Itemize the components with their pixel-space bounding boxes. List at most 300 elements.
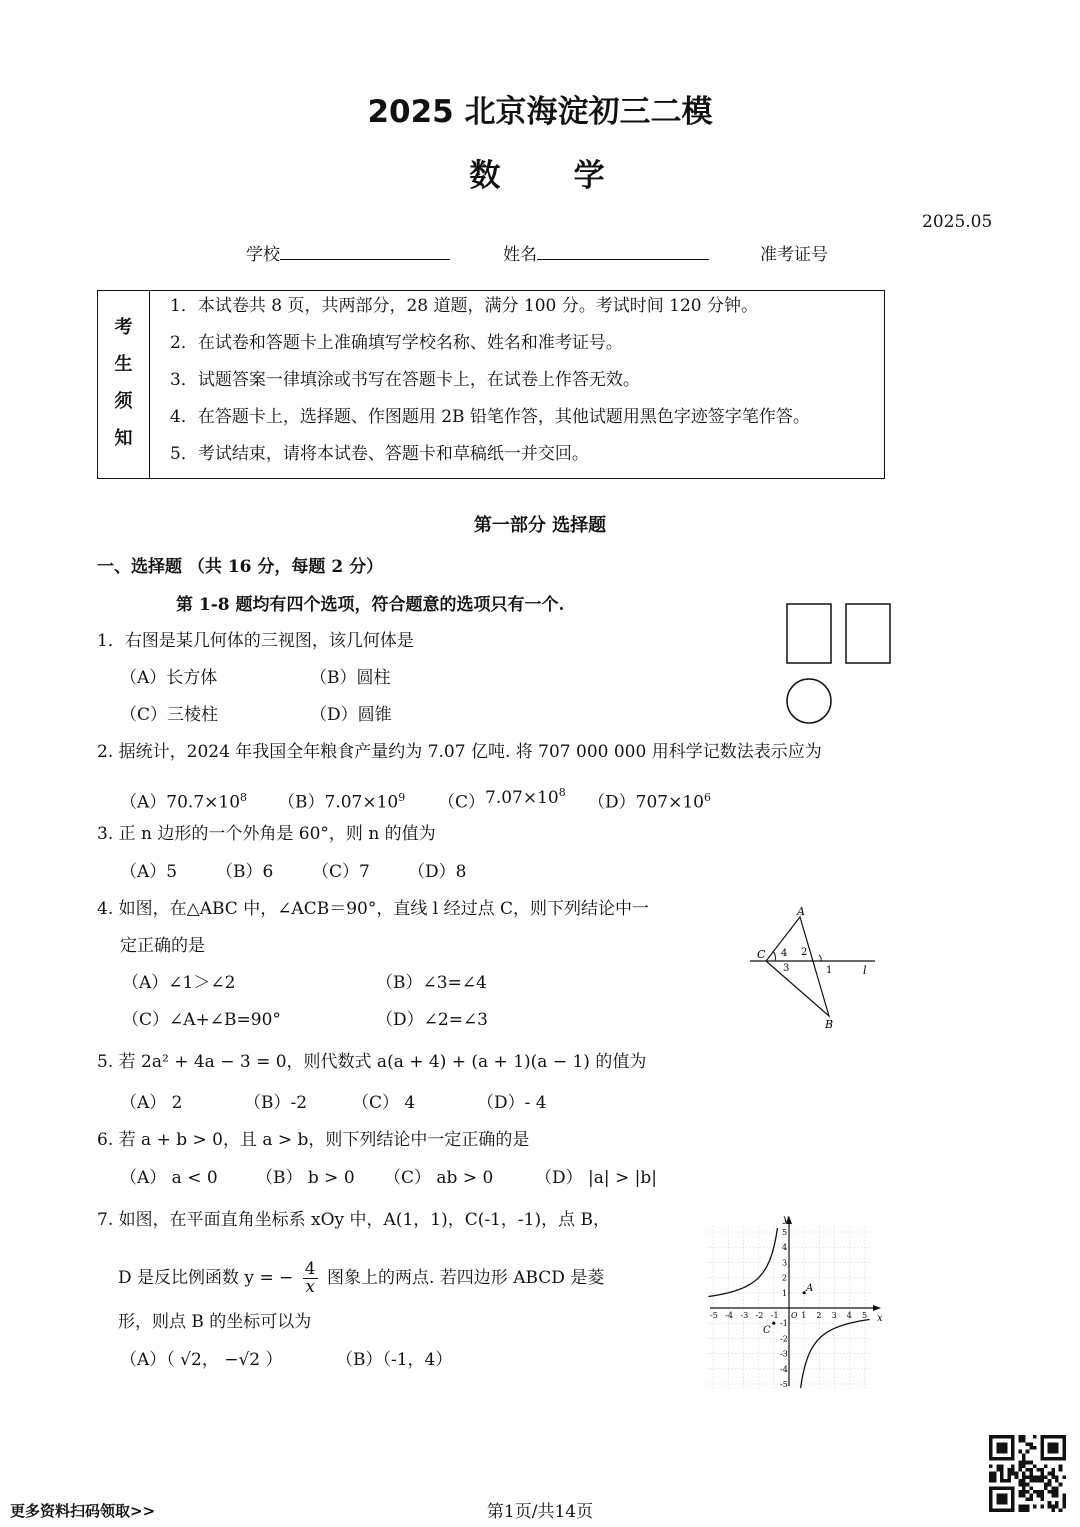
q2-c-label: （C） [438,792,486,813]
qr-module [1026,1508,1030,1512]
notice-head-char: 须 [114,391,133,412]
school-field[interactable] [246,245,450,265]
notice-item: 5．考试结束，请将本试卷、答题卡和草稿纸一并交回。 [170,444,589,464]
qr-module [1022,1490,1026,1494]
qr-module [1011,1494,1015,1498]
y-tick-label: 4 [782,1243,788,1253]
qr-module [1062,1497,1066,1501]
qr-module [1007,1475,1011,1479]
qr-module [1026,1461,1030,1465]
qr-module [1044,1464,1048,1468]
qr-module [996,1501,1000,1505]
x-tick-label: 2 [816,1311,822,1320]
qr-module [989,1446,993,1450]
qr-module [1055,1505,1059,1509]
qr-module [1011,1508,1015,1512]
section-heading: 一、选择题 （共 16 分，每题 2 分） [97,557,384,577]
qr-module [1022,1494,1026,1498]
qr-module [1037,1475,1041,1479]
q2-stem: 2. 据统计，2024 年我国全年粮食产量约为 7.07 亿吨. 将 707 000 000 用科学记数法表示应为 [97,742,822,762]
q2-option-a[interactable] [120,788,247,813]
y-tick-label: -2 [780,1334,788,1344]
qr-module [1022,1508,1026,1512]
qr-module [1048,1435,1052,1439]
page-number: 第1页/共14页 [486,1502,594,1522]
qr-module [1040,1468,1044,1472]
qr-module [1059,1483,1063,1487]
qr-module [989,1435,993,1439]
q3-option-d[interactable]: （D）8 [408,862,467,882]
qr-module [993,1508,997,1512]
qr-module [1011,1501,1015,1505]
qr-module [1011,1453,1015,1457]
qr-module [1051,1468,1055,1472]
qr-module [989,1475,993,1479]
qr-module [1000,1450,1004,1454]
qr-module [989,1490,993,1494]
qr-module [993,1435,997,1439]
qr-module [1051,1508,1055,1512]
qr-module [989,1442,993,1446]
name-field[interactable] [503,245,709,265]
qr-module [1026,1450,1030,1454]
q2-d-value: 707×10 [635,792,704,813]
qr-module [993,1475,997,1479]
qr-module [1033,1464,1037,1468]
qr-module [1029,1486,1033,1490]
qr-module [1000,1435,1004,1439]
qr-module [1062,1457,1066,1461]
qr-module [1026,1475,1030,1479]
x-tick-label: 4 [846,1311,852,1320]
qr-module [1022,1453,1026,1457]
q7-stem-cont [118,1261,604,1296]
x-tick-label: -1 [770,1311,779,1320]
qr-module [1018,1483,1022,1487]
qr-module [1004,1435,1008,1439]
qr-module [1051,1475,1055,1479]
qr-module [1051,1457,1055,1461]
qr-module [1018,1490,1022,1494]
qr-module [993,1457,997,1461]
qr-module [1051,1486,1055,1490]
q4-option-a[interactable]: （A）∠1＞∠2 [122,973,236,993]
qr-module [1055,1442,1059,1446]
notice-item: 1．本试卷共 8 页，共两部分，28 道题，满分 100 分。考试时间 120 分钟。 [170,296,758,316]
qr-module [1044,1475,1048,1479]
three-views-figure [780,598,895,728]
q6-option-c[interactable]: （C） ab > 0 [384,1168,494,1188]
qr-module [1018,1461,1022,1465]
qr-module [1062,1439,1066,1443]
qr-module [1022,1472,1026,1476]
qr-module [1062,1505,1066,1509]
q4-option-c[interactable]: （C）∠A+∠B=90° [122,1010,281,1030]
y-tick-label: -5 [780,1380,788,1389]
name-blank[interactable] [537,259,709,260]
notice-box [97,290,885,479]
part-title: 第一部分 选择题 [473,515,607,536]
qr-module [1037,1479,1041,1483]
qr-module [1048,1442,1052,1446]
triangle-figure [745,900,880,1030]
qr-module [1022,1457,1026,1461]
qr-module [1004,1501,1008,1505]
qr-module [996,1468,1000,1472]
qr-module [1040,1494,1044,1498]
qr-module [1062,1494,1066,1498]
qr-module [1044,1457,1048,1461]
qr-module [1018,1450,1022,1454]
qr-module [1055,1501,1059,1505]
qr-module [1018,1479,1022,1483]
qr-module [1011,1450,1015,1454]
triangle-abc [766,917,829,1016]
qr-module [1022,1435,1026,1439]
qr-code-icon[interactable] [989,1435,1066,1512]
y-axis-label: y [783,1214,789,1225]
q4-option-d[interactable]: （D）∠2=∠3 [376,1010,488,1030]
qr-module [996,1457,1000,1461]
qr-module [1011,1435,1015,1439]
qr-module [1004,1497,1008,1501]
hyperbola-branch-right [801,1319,870,1388]
angle-1-label: 1 [826,965,833,976]
qr-module [1048,1450,1052,1454]
coordinate-figure [705,1210,885,1390]
qr-module [996,1450,1000,1454]
qr-module [1029,1497,1033,1501]
qr-module [1018,1435,1022,1439]
qr-module [1029,1468,1033,1472]
qr-module [1004,1442,1008,1446]
q7-fraction-denominator: x [305,1277,315,1297]
qr-module [1000,1464,1004,1468]
qr-module [1011,1457,1015,1461]
qr-module [1029,1479,1033,1483]
qr-module [1026,1505,1030,1509]
qr-module [1018,1464,1022,1468]
footer-link[interactable]: 更多资料扫码领取>> [10,1502,156,1520]
q2-b-exponent: 9 [398,791,406,804]
name-label: 姓名 [503,245,537,265]
qr-module [1022,1439,1026,1443]
qr-module [1059,1464,1063,1468]
q3-option-c[interactable]: （C）7 [312,862,370,882]
qr-module [1048,1483,1052,1487]
q6-option-d[interactable]: （D） |a| > |b| [535,1168,658,1188]
qr-module [1004,1450,1008,1454]
angle-arc [773,951,775,961]
y-tick-label: -3 [780,1349,788,1359]
qr-module [989,1497,993,1501]
x-tick-label: 3 [831,1311,837,1320]
qr-module [989,1439,993,1443]
qr-module [1033,1475,1037,1479]
ticket-label: 准考证号 [760,245,828,265]
y-tick-label: 2 [782,1273,788,1283]
q7-option-b[interactable]: （B）（-1，4） [336,1350,453,1370]
qr-module [1062,1450,1066,1454]
q2-b-label: （B） [278,792,325,813]
qr-module [1055,1490,1059,1494]
qr-module [1055,1435,1059,1439]
qr-module [996,1497,1000,1501]
qr-module [1051,1450,1055,1454]
q2-b-value: 7.07×10 [324,792,399,813]
qr-module [1051,1472,1055,1476]
q2-option-b[interactable] [278,788,405,813]
q3-option-b[interactable]: （B）6 [216,862,274,882]
q7-stem: 7. 如图，在平面直角坐标系 xOy 中，A(1，1)，C(-1，-1)，点 B， [97,1210,611,1230]
qr-module [1029,1442,1033,1446]
q6-option-a[interactable]: （A） a < 0 [120,1168,218,1188]
qr-module [1007,1457,1011,1461]
qr-module [1000,1457,1004,1461]
y-tick-label: -4 [780,1364,788,1374]
y-tick-label: -1 [780,1319,788,1329]
qr-module [1044,1483,1048,1487]
q1-option-a[interactable]: （A）长方体 [120,668,218,688]
q4-stem-cont: 定正确的是 [120,936,205,956]
y-tick-label: 3 [782,1258,788,1268]
q5-option-d[interactable]: （D）- 4 [477,1093,547,1113]
qr-module [1048,1472,1052,1476]
q2-a-label: （A） [120,792,167,813]
qr-module [1018,1508,1022,1512]
qr-module [989,1494,993,1498]
q3-stem: 3. 正 n 边形的一个外角是 60°，则 n 的值为 [97,824,436,844]
qr-module [996,1464,1000,1468]
qr-module [996,1494,1000,1498]
qr-module [1029,1461,1033,1465]
qr-module [1022,1461,1026,1465]
qr-module [1040,1472,1044,1476]
notice-head-char: 生 [114,354,133,375]
qr-module [1040,1505,1044,1509]
qr-module [1062,1453,1066,1457]
qr-module [1051,1494,1055,1498]
qr-module [1011,1497,1015,1501]
angle-4-label: 4 [781,948,788,959]
qr-module [1029,1446,1033,1450]
qr-module [1015,1472,1019,1476]
qr-module [1059,1508,1063,1512]
line-l-label: l [863,964,867,977]
qr-module [1040,1497,1044,1501]
q5-option-a[interactable]: （A） 2 [120,1093,183,1113]
qr-module [1029,1494,1033,1498]
qr-module [1007,1435,1011,1439]
qr-module [1055,1446,1059,1450]
q4-option-b[interactable]: （B）∠3=∠4 [376,973,487,993]
qr-module [1037,1468,1041,1472]
school-label: 学校 [246,245,280,265]
qr-module [1033,1479,1037,1483]
q1-option-c[interactable]: （C）三棱柱 [120,705,219,725]
q7-option-a[interactable]: （A）（ √2， −√2 ） [120,1350,283,1370]
qr-module [1011,1472,1015,1476]
q2-a-value: 70.7×10 [166,792,241,813]
point-c-label: C [757,948,766,961]
qr-module [996,1435,1000,1439]
qr-module [1048,1479,1052,1483]
qr-module [1011,1505,1015,1509]
qr-module [1051,1442,1055,1446]
x-tick-label: 5 [862,1311,868,1320]
qr-module [1048,1501,1052,1505]
origin-label: O [791,1311,798,1320]
q5-option-c[interactable]: （C） 4 [352,1093,416,1113]
qr-module [989,1457,993,1461]
notice-head [98,291,150,478]
qr-module [1040,1450,1044,1454]
qr-module [1040,1490,1044,1494]
qr-module [1026,1490,1030,1494]
qr-module [1062,1446,1066,1450]
q7-fraction-numerator: 4 [304,1259,316,1279]
qr-module [1055,1479,1059,1483]
qr-module [1000,1442,1004,1446]
qr-module [1000,1486,1004,1490]
notice-item: 2．在试卷和答题卡上准确填写学校名称、姓名和准考证号。 [170,333,623,353]
qr-module [1011,1468,1015,1472]
top-view-circle [787,679,831,723]
q2-option-c[interactable] [438,788,566,813]
qr-module [1040,1479,1044,1483]
qr-module [1055,1450,1059,1454]
x-tick-label: -3 [740,1311,749,1320]
qr-module [1018,1439,1022,1443]
point-a-label: A [797,905,805,918]
q5-option-b[interactable]: （B）-2 [244,1093,308,1113]
q7-stem-tail: 图象上的两点. 若四边形 ABCD 是菱 [326,1268,605,1288]
q6-option-b[interactable]: （B） b > 0 [256,1168,355,1188]
qr-module [1048,1457,1052,1461]
qr-module [989,1501,993,1505]
qr-module [1000,1446,1004,1450]
qr-module [996,1508,1000,1512]
qr-module [1026,1483,1030,1487]
x-tick-label: -4 [725,1311,733,1320]
school-blank[interactable] [280,259,450,260]
qr-module [1062,1501,1066,1505]
q7-stem-end: 形，则点 B 的坐标可以为 [118,1312,312,1332]
qr-module [1059,1468,1063,1472]
qr-module [996,1486,1000,1490]
q6-stem: 6. 若 a + b > 0，且 a > b，则下列结论中一定正确的是 [97,1130,530,1150]
qr-module [1040,1442,1044,1446]
q3-option-a[interactable]: （A）5 [120,862,178,882]
q2-option-d[interactable] [588,788,711,813]
qr-module [1022,1464,1026,1468]
qr-module [989,1505,993,1509]
section-instruction: 第 1-8 题均有四个选项，符合题意的选项只有一个. [176,595,565,615]
front-view-rect [787,604,831,663]
qr-module [1011,1439,1015,1443]
qr-module [1007,1479,1011,1483]
qr-module [1026,1468,1030,1472]
q2-c-value: 7.07×10 [485,787,559,808]
qr-module [989,1453,993,1457]
qr-module [1062,1435,1066,1439]
notice-item: 4．在答题卡上，选择题、作图题用 2B 铅笔作答，其他试题用黑色字迹签字笔作答。 [170,407,810,427]
notice-head-char: 知 [114,428,133,449]
qr-module [1000,1501,1004,1505]
qr-module [1044,1435,1048,1439]
qr-module [993,1472,997,1476]
q4-stem: 4. 如图，在△ABC 中，∠ACB＝90°，直线 l 经过点 C，则下列结论中一 [97,899,650,919]
x-axis-label: x [877,1313,883,1324]
qr-module [1018,1505,1022,1509]
qr-module [1000,1475,1004,1479]
qr-module [1022,1479,1026,1483]
angle-3-label: 3 [783,963,790,974]
qr-module [1018,1468,1022,1472]
qr-module [1048,1490,1052,1494]
q2-d-label: （D） [588,792,636,813]
qr-module [1055,1486,1059,1490]
q2-c-exponent: 8 [558,786,566,799]
qr-module [1040,1457,1044,1461]
qr-module [1029,1472,1033,1476]
qr-module [989,1472,993,1476]
qr-module [1051,1505,1055,1509]
q2-d-exponent: 6 [703,791,711,804]
qr-module [1033,1490,1037,1494]
notice-item: 3．试题答案一律填涂或书写在答题卡上，在试卷上作答无效。 [170,370,640,390]
qr-module [989,1508,993,1512]
qr-module [1062,1475,1066,1479]
qr-module [1040,1446,1044,1450]
qr-module [1051,1446,1055,1450]
qr-module [1011,1446,1015,1450]
qr-module [989,1486,993,1490]
qr-module [1040,1475,1044,1479]
qr-module [1004,1457,1008,1461]
point-c-label: C [763,1325,771,1336]
qr-module [1011,1442,1015,1446]
qr-module [1000,1494,1004,1498]
qr-module [989,1464,993,1468]
qr-module [989,1479,993,1483]
qr-module [1022,1505,1026,1509]
q5-stem: 5. 若 2a² + 4a − 3 = 0，则代数式 a(a + 4) + (a + 1)(a − 1) 的值为 [97,1052,647,1072]
x-tick-label: 1 [801,1311,807,1320]
side-view-rect [846,604,890,663]
q1-option-b[interactable]: （B）圆柱 [310,668,391,688]
qr-module [1000,1508,1004,1512]
q1-option-d[interactable]: （D）圆锥 [310,705,392,725]
subject-title: 数 学 [469,158,611,194]
qr-module [996,1442,1000,1446]
qr-module [1026,1442,1030,1446]
qr-module [1004,1479,1008,1483]
qr-module [1004,1446,1008,1450]
qr-module [1011,1490,1015,1494]
qr-module [1051,1490,1055,1494]
qr-module [1011,1464,1015,1468]
exam-title: 2025 北京海淀初三二模 [367,94,713,130]
qr-module [1048,1446,1052,1450]
qr-module [1007,1468,1011,1472]
angle-arc [819,955,821,961]
qr-module [1000,1497,1004,1501]
qr-module [1004,1494,1008,1498]
point-a-label: A [806,1283,814,1294]
qr-module [1007,1472,1011,1476]
y-tick-label: 5 [782,1228,788,1237]
